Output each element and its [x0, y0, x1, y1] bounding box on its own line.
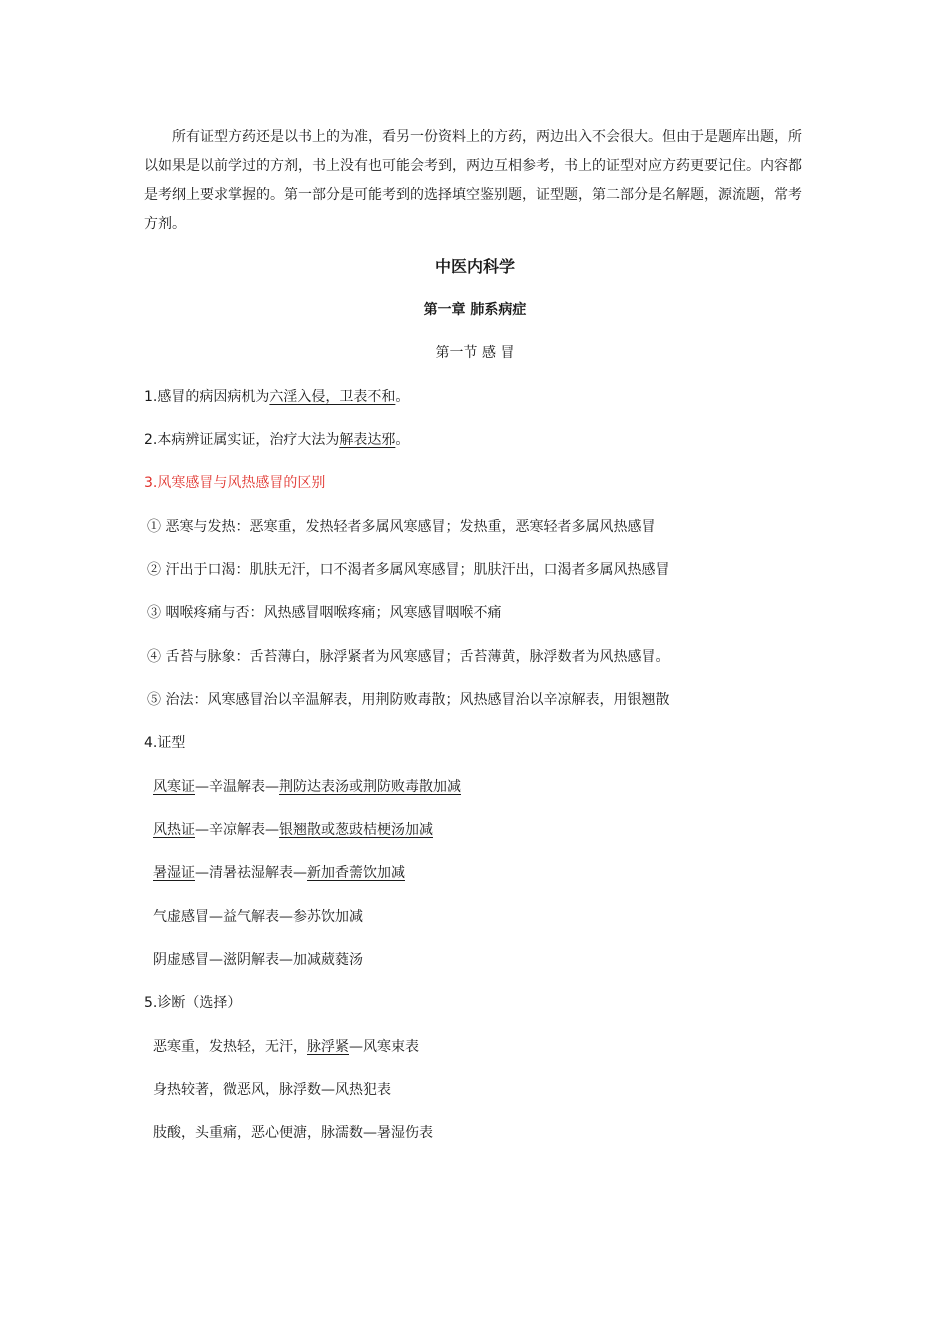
diagnosis-row: 身热较著，微恶风，脉浮数—风热犯表	[153, 1082, 391, 1098]
question-text: 感冒的病因病机为	[157, 389, 270, 405]
pattern-treatment: —益气解表—	[209, 909, 293, 925]
question-2: 2.本病辨证属实证，治疗大法为解表达邪。	[144, 432, 410, 448]
pattern-name: 气虚感冒	[153, 909, 209, 925]
pattern-name: 风寒证	[153, 779, 195, 795]
list-item: ② 汗出于口渴：肌肤无汗，口不渴者多属风寒感冒；肌肤汗出，口渴者多属风热感冒	[147, 562, 670, 578]
answer-underlined: 六淫入侵，卫表不和	[269, 389, 396, 405]
pattern-row	[153, 906, 363, 926]
pattern-name: 阴虚感冒	[153, 952, 209, 968]
question-number: 3.	[144, 475, 158, 491]
pattern-formula: 荆防达表汤或荆防败毒散加减	[279, 779, 461, 795]
section-heading: 第一节 感 冒	[435, 345, 515, 361]
question-text: 本病辨证属实证，治疗大法为	[157, 432, 340, 448]
question-title: 诊断（选择）	[157, 995, 242, 1011]
pattern-formula: 银翘散或葱豉桔梗汤加减	[279, 822, 433, 838]
question-number: 4.	[144, 735, 158, 751]
pattern-formula: 新加香薷饮加减	[307, 865, 405, 881]
pattern-formula: 加减葳蕤汤	[293, 952, 363, 968]
pattern-treatment: —清暑祛湿解表—	[195, 865, 307, 881]
diagnosis-row: 肢酸，头重痛，恶心便溏，脉濡数—暑湿伤表	[153, 1125, 433, 1141]
question-4	[144, 732, 185, 752]
list-item: ⑤ 治法：风寒感冒治以辛温解表，用荆防败毒散；风热感冒治以辛凉解表，用银翘散	[147, 692, 670, 708]
pattern-name: 风热证	[153, 822, 195, 838]
pattern-treatment: —辛温解表—	[195, 779, 279, 795]
list-item: ④ 舌苔与脉象：舌苔薄白，脉浮紧者为风寒感冒；舌苔薄黄，脉浮数者为风热感冒。	[147, 649, 670, 665]
diagnosis-row: 恶寒重，发热轻，无汗，脉浮紧—风寒束表	[153, 1039, 419, 1055]
question-number: 5.	[144, 995, 158, 1011]
diagnosis-pulse: 脉浮紧	[307, 1039, 349, 1055]
question-title: 风寒感冒与风热感冒的区别	[157, 475, 326, 491]
pattern-name: 暑湿证	[153, 865, 195, 881]
list-item: ① 恶寒与发热：恶寒重，发热轻者多属风寒感冒；发热重，恶寒轻者多属风热感冒	[147, 519, 656, 535]
question-1: 1.感冒的病因病机为六淫入侵，卫表不和。	[144, 389, 410, 405]
pattern-treatment: —滋阴解表—	[209, 952, 293, 968]
question-5	[144, 992, 241, 1012]
chapter-heading: 第一章 肺系病症	[423, 302, 527, 318]
document-title: 中医内科学	[434, 257, 515, 276]
pattern-formula: 参苏饮加减	[293, 909, 363, 925]
intro-paragraph: 所有证型方药还是以书上的为准，看另一份资料上的方药，两边出入不会很大。但由于是题库出题，所以如果是以前学过的方剂，书上没有也可能会考到，两边互相参考，书上的证型对应方药更要记住。内容都是考纲上要求掌握的。第一部分是可能考到的选择填空鉴别题，证型题，第二部分是名解题，源流题，常考方剂。	[144, 129, 802, 232]
pattern-row	[153, 949, 363, 969]
pattern-row	[153, 819, 433, 839]
question-title: 证型	[157, 735, 186, 751]
pattern-row	[153, 862, 405, 882]
pattern-treatment: —辛凉解表—	[195, 822, 279, 838]
list-item: ③ 咽喉疼痛与否：风热感冒咽喉疼痛；风寒感冒咽喉不痛	[147, 605, 502, 621]
answer-underlined: 解表达邪	[339, 432, 396, 448]
question-3	[144, 472, 325, 492]
question-number: 2.	[144, 432, 158, 448]
question-number: 1.	[144, 389, 158, 405]
pattern-row	[153, 776, 461, 796]
